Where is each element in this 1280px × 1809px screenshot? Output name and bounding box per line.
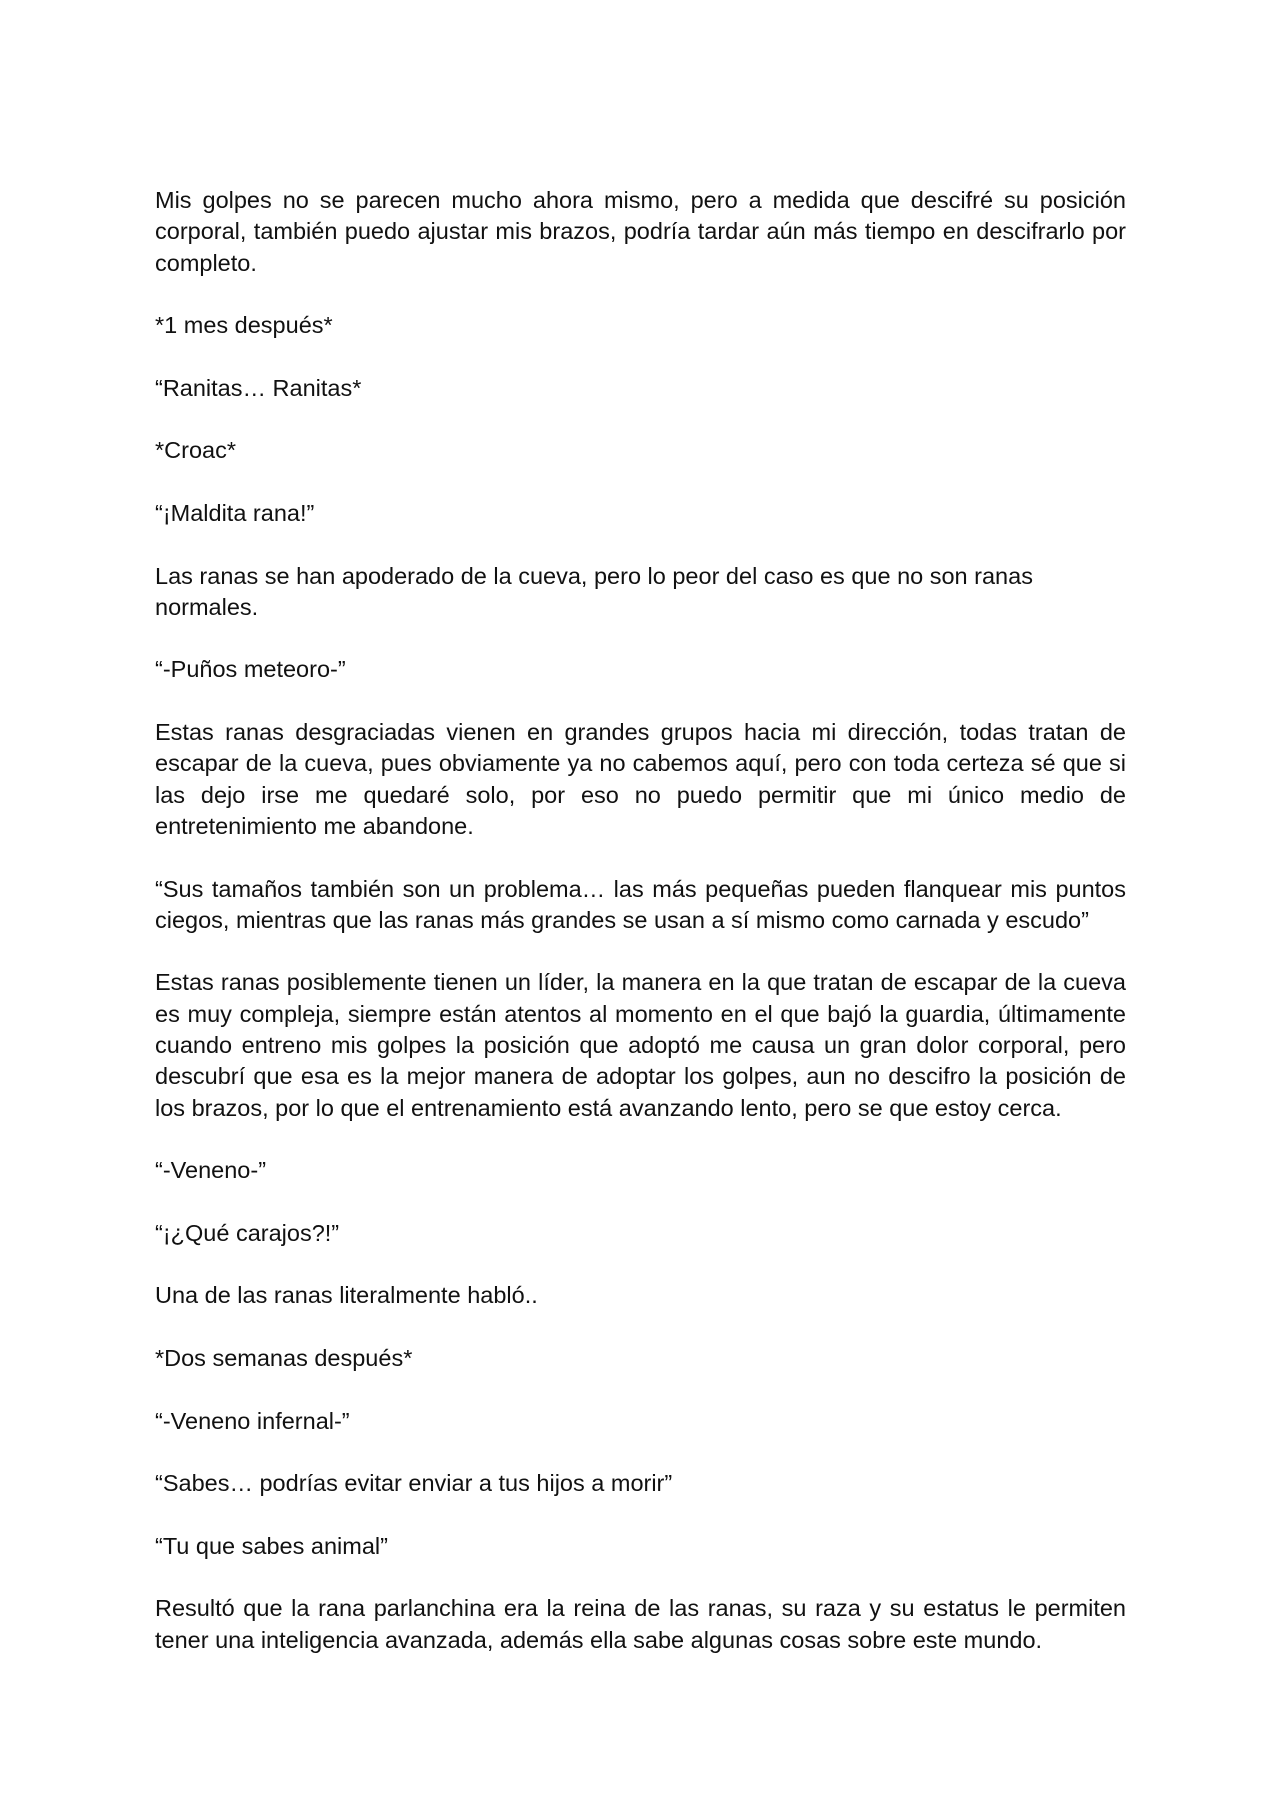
- dialogue-line: “Sabes… podrías evitar enviar a tus hijos a morir”: [155, 1470, 673, 1497]
- dialogue-line: “Ranitas… Ranitas*: [155, 374, 362, 401]
- paragraph: Estas ranas desgraciadas vienen en grandes grupos hacia mi dirección, todas tratan de escapar de la cueva, pues obviamente ya no cabemos aquí, pero con toda certeza sé que si las dejo irse me quedaré solo, por eso no puedo permitir que mi único medio de entretenimiento me abandone.: [155, 719, 1126, 839]
- dialogue-line: “¡¿Qué carajos?!”: [155, 1219, 340, 1246]
- dialogue-line: “¡Maldita rana!”: [155, 499, 315, 526]
- sound-effect: *Croac*: [155, 437, 236, 464]
- paragraph: Mis golpes no se parecen mucho ahora mismo, pero a medida que descifré su posición corporal, también puedo ajustar mis brazos, podría tardar aún más tiempo en descifrarlo por completo.: [155, 187, 1126, 276]
- document-body: [155, 185, 1126, 1687]
- dialogue-line: “-Veneno infernal-”: [155, 1407, 350, 1434]
- scene-marker: *Dos semanas después*: [155, 1344, 413, 1371]
- dialogue-line: “-Puños meteoro-”: [155, 656, 346, 683]
- scene-marker: *1 mes después*: [155, 312, 333, 339]
- paragraph: Estas ranas posiblemente tienen un líder, la manera en la que tratan de escapar de la cueva es muy compleja, siempre están atentos al momento en el que bajó la guardia, últimamente cuando entreno mis golpes la posición que adoptó me causa un gran dolor corporal, pero descubrí que esa es la mejor manera de adoptar los golpes, aun no descifro la posición de los brazos, por lo que el entrenamiento está avanzando lento, pero se que estoy cerca.: [155, 969, 1126, 1121]
- paragraph: Resultó que la rana parlanchina era la reina de las ranas, su raza y su estatus le permiten tener una inteligencia avanzada, además ella sabe algunas cosas sobre este mundo.: [155, 1595, 1126, 1653]
- dialogue-line: “-Veneno-”: [155, 1157, 267, 1184]
- paragraph: Las ranas se han apoderado de la cueva, pero lo peor del caso es que no son ranas normales.: [155, 562, 1033, 620]
- dialogue-line: “Sus tamaños también son un problema… las más pequeñas pueden flanquear mis puntos ciegos, mientras que las ranas más grandes se usan a sí mismo como carnada y escudo”: [155, 875, 1126, 933]
- dialogue-line: “Tu que sabes animal”: [155, 1532, 388, 1559]
- paragraph: Una de las ranas literalmente habló..: [155, 1282, 538, 1309]
